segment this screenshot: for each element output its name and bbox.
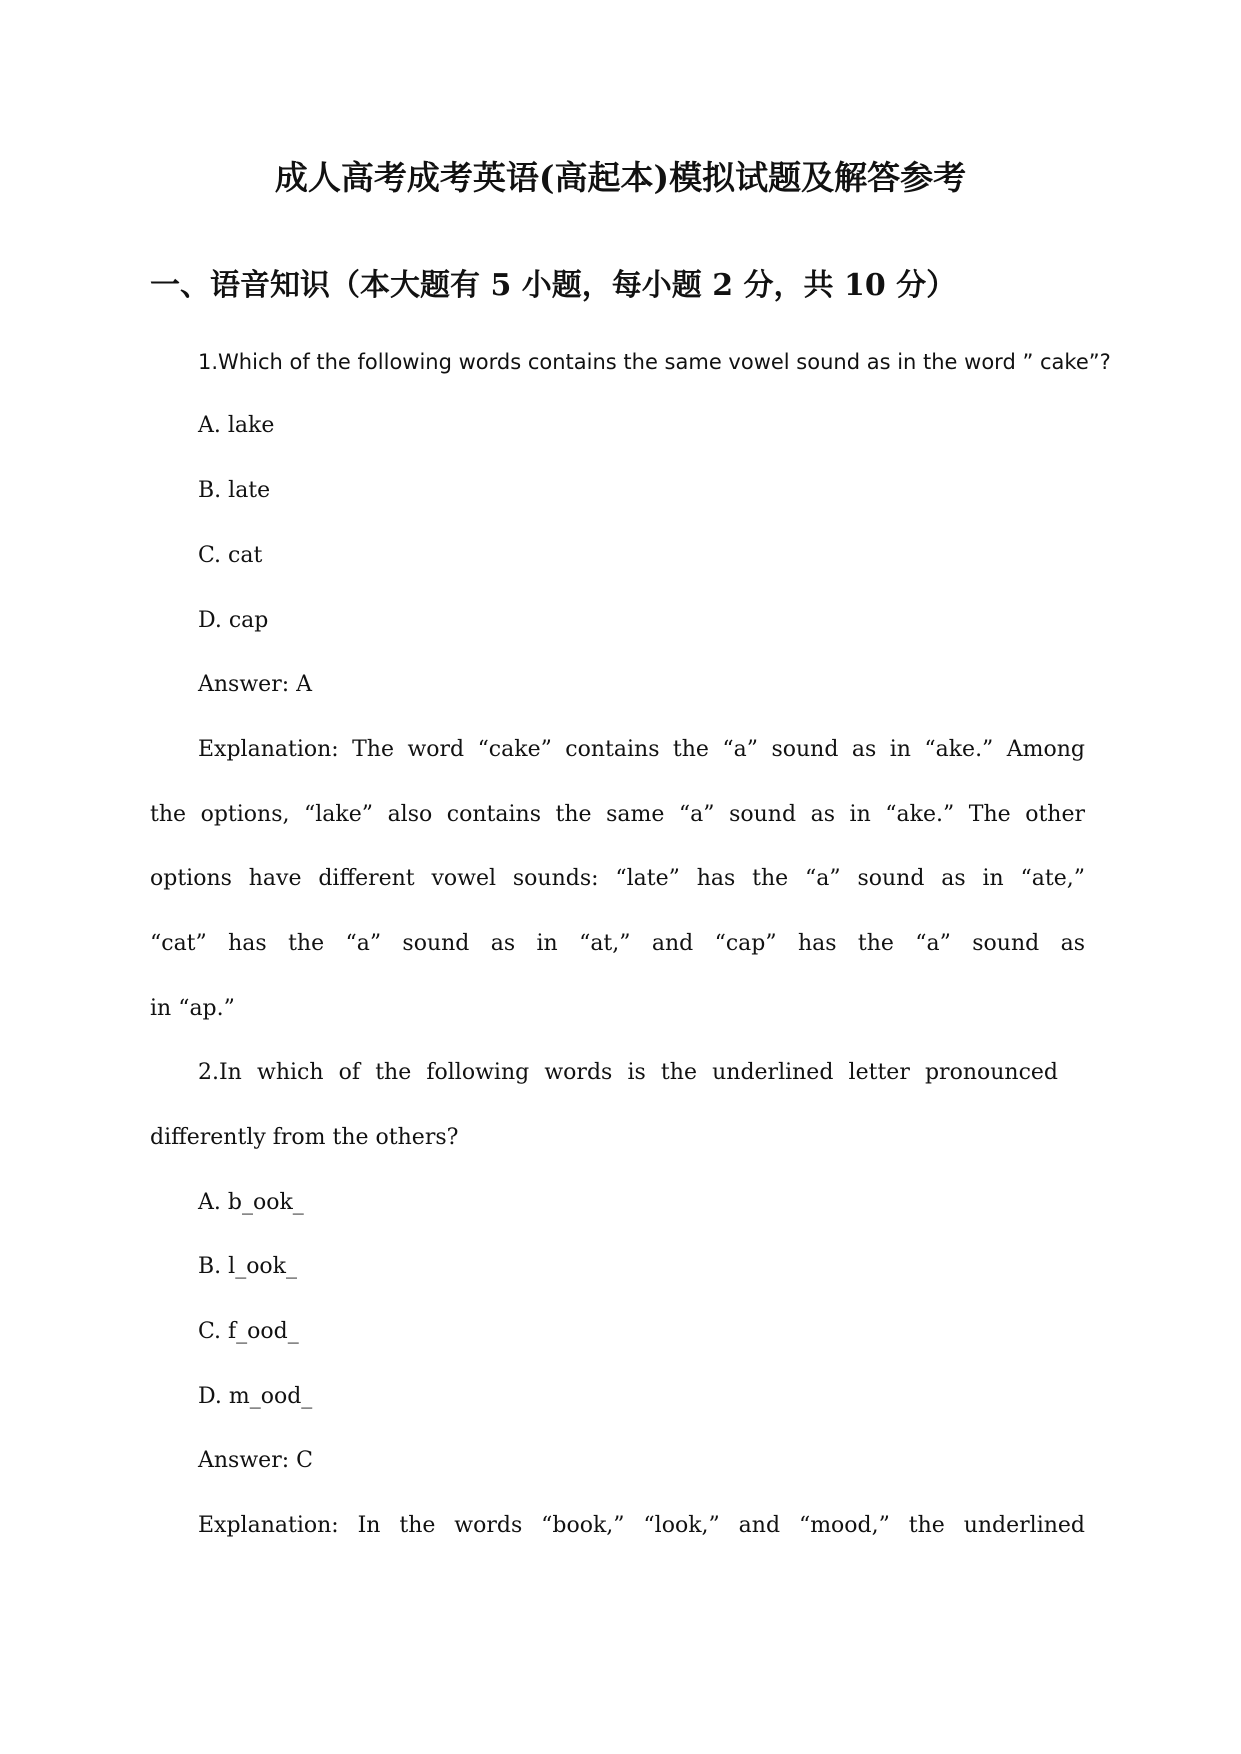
question-2-option-d: D. m_ood_ xyxy=(198,1384,313,1409)
question-1-option-d: D. cap xyxy=(198,608,269,633)
question-1-explanation-line: options have different vowel sounds: “late” has the “a” sound as in “ate,” xyxy=(150,866,1085,891)
question-1-explanation-line: Explanation: The word “cake” contains the “a” sound as in “ake.” Among xyxy=(198,737,1085,762)
section-heading: 一、语音知识（本大题有 5 小题，每小题 2 分，共 10 分） xyxy=(150,268,957,303)
document-title: 成人高考成考英语(高起本)模拟试题及解答参考 xyxy=(274,158,967,197)
question-1-explanation-line: “cat” has the “a” sound as in “at,” and “cap” has the “a” sound as xyxy=(150,931,1085,956)
question-1-explanation-line: in “ap.” xyxy=(150,996,235,1021)
question-1-answer: Answer: A xyxy=(198,672,313,697)
question-2-explanation-line: Explanation: In the words “book,” “look,” and “mood,” the underlined xyxy=(198,1513,1085,1538)
question-2-answer: Answer: C xyxy=(198,1448,313,1473)
question-2-option-a: A. b_ook_ xyxy=(198,1190,304,1215)
question-1-option-b: B. late xyxy=(198,478,271,503)
question-2-text: 2.In which of the following words is the underlined letter pronounced xyxy=(198,1060,1058,1085)
question-1-explanation-line: the options, “lake” also contains the same “a” sound as in “ake.” The other xyxy=(150,802,1085,827)
question-2-text: differently from the others? xyxy=(150,1125,459,1150)
question-1-option-c: C. cat xyxy=(198,543,263,568)
question-1-option-a: A. lake xyxy=(198,413,275,438)
question-2-option-b: B. l_ook_ xyxy=(198,1254,298,1279)
question-1-text: 1.Which of the following words contains the same vowel sound as in the word ” cake”? xyxy=(198,350,1111,374)
question-2-option-c: C. f_ood_ xyxy=(198,1319,299,1344)
